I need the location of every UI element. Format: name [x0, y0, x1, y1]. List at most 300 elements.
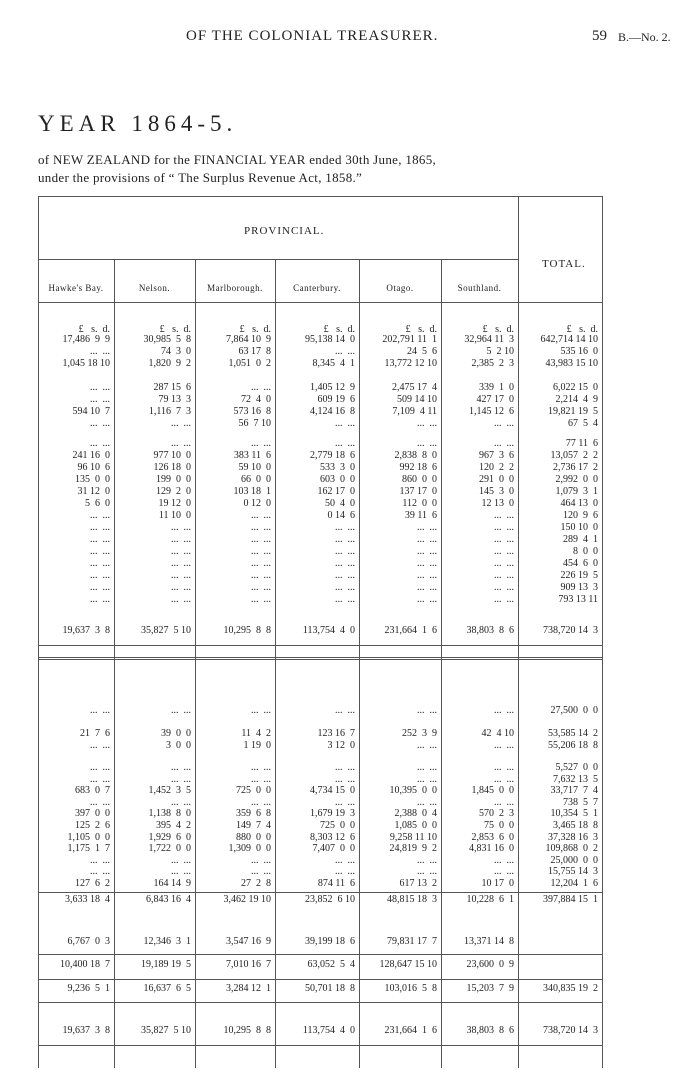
table-cell: 291 0 0	[479, 474, 514, 485]
table-cell: ... ...	[90, 866, 110, 878]
table-cell: 15,755 14 3	[548, 866, 598, 878]
table-cell: 6,022 15 0	[553, 382, 598, 393]
table-cell: 464 13 0	[560, 498, 598, 509]
table-cell: 738 5 7	[563, 796, 598, 808]
table-cell: 287 15 6	[153, 382, 191, 393]
table-cell: ... ...	[335, 546, 355, 557]
table-cell: 339 1 0	[479, 382, 514, 393]
balance-cell: 16,637 6 5	[143, 983, 191, 994]
table-cell: ... ...	[90, 558, 110, 569]
table-cell: ... ...	[494, 854, 514, 866]
subtotal-cell: 231,664 1 6	[384, 625, 437, 636]
table-cell: 13,057 2 2	[550, 450, 598, 461]
table-cell: 1,079 3 1	[555, 486, 598, 497]
table-cell: 43,983 15 10	[545, 358, 598, 369]
table-cell: 1,452 3 5	[148, 785, 191, 797]
table-cell: 125 2 6	[75, 820, 110, 831]
table-cell: 1,105 0 0	[67, 831, 110, 843]
table-cell: ... ...	[251, 438, 271, 449]
table-cell: 2,475 17 4	[392, 382, 437, 393]
table-cell: 7,864 10 9	[226, 334, 271, 345]
table-cell: ... ...	[90, 796, 110, 808]
table-cell: 37,328 16 3	[548, 831, 598, 843]
table-cell: ... ...	[335, 418, 355, 429]
table-cell: 1,309 0 0	[228, 843, 271, 855]
table-cell: 75 0 0	[484, 820, 514, 831]
table-cell: ... ...	[494, 594, 514, 605]
table-cell: ... ...	[90, 394, 110, 405]
table-cell: ... ...	[494, 866, 514, 878]
table-cell: 72 4 0	[241, 394, 271, 405]
table-cell: ... ...	[251, 546, 271, 557]
table-cell: 1,116 7 3	[148, 406, 191, 417]
table-cell: 992 18 6	[399, 462, 437, 473]
table-cell: 1,929 6 0	[148, 831, 191, 843]
subtotal-cell: 38,803 8 6	[466, 625, 514, 636]
grand-total-cell: 231,664 1 6	[384, 1025, 437, 1036]
table-cell: ... ...	[90, 762, 110, 773]
table-cell: 2,214 4 9	[555, 394, 598, 405]
table-cell: ... ...	[251, 510, 271, 521]
subtotal-cell: 738,720 14 3	[543, 625, 598, 636]
table-cell: 67 5 4	[568, 418, 598, 429]
table-cell: 1,051 0 2	[228, 358, 271, 369]
table-cell: ... ...	[417, 522, 437, 533]
table-cell: ... ...	[335, 438, 355, 449]
table-cell: ... ...	[171, 418, 191, 429]
table-cell: 4,124 16 8	[310, 406, 355, 417]
table-cell: 17,486 9 9	[62, 334, 110, 345]
table-cell: 24 5 6	[407, 346, 437, 357]
subtotal-cell: 397,884 15 1	[543, 894, 598, 905]
table-cell: 33,717 7 4	[550, 785, 598, 797]
table-cell: 1,405 12 9	[310, 382, 355, 393]
table-cell: ... ...	[171, 546, 191, 557]
table-cell: ... ...	[90, 418, 110, 429]
table-cell: 13,772 12 10	[384, 358, 437, 369]
table-cell: 120 9 6	[563, 510, 598, 521]
table-cell: 909 13 3	[560, 582, 598, 593]
table-cell: 12 13 0	[481, 498, 514, 509]
table-cell: ... ...	[417, 773, 437, 785]
table-cell: ... ...	[90, 594, 110, 605]
table-cell: 66 0 0	[241, 474, 271, 485]
table-cell: ... ...	[171, 438, 191, 449]
subtotal-cell: 113,754 4 0	[302, 625, 355, 636]
table-cell: ... ...	[171, 570, 191, 581]
table-cell: ... ...	[171, 796, 191, 808]
currency-units-label: £ s. d.	[566, 324, 598, 335]
provincial-group-header: PROVINCIAL.	[244, 225, 325, 237]
year-heading: YEAR 1864-5.	[38, 111, 238, 136]
table-cell: 7,109 4 11	[392, 406, 437, 417]
table-cell: 725 0 0	[320, 820, 355, 831]
table-cell: ... ...	[494, 534, 514, 545]
table-cell: 24,819 9 2	[389, 843, 437, 855]
table-cell: ... ...	[90, 582, 110, 593]
subtotal-cell: 19,637 3 8	[62, 625, 110, 636]
table-cell: 509 14 10	[397, 394, 437, 405]
table-cell: 1,845 0 0	[471, 785, 514, 797]
table-cell: 164 14 9	[153, 878, 191, 889]
table-cell: ... ...	[171, 534, 191, 545]
subtotal-cell: 10,228 6 1	[466, 894, 514, 905]
grand-total-cell: 10,295 8 8	[223, 1025, 271, 1036]
table-cell: 39 0 0	[161, 728, 191, 739]
subtotal-cell: 6,843 16 4	[146, 894, 191, 905]
column-header-3: Canterbury.	[293, 283, 341, 293]
table-cell: ... ...	[251, 866, 271, 878]
table-cell: 252 3 9	[402, 728, 437, 739]
table-cell: 2,853 6 0	[471, 831, 514, 843]
table-cell: ... ...	[251, 594, 271, 605]
table-cell: 609 19 6	[317, 394, 355, 405]
table-cell: ... ...	[171, 558, 191, 569]
table-cell: ... ...	[90, 570, 110, 581]
table-cell: 74 3 0	[161, 346, 191, 357]
balance-cell: 13,371 14 8	[464, 936, 514, 947]
page-number: 59	[592, 28, 607, 44]
table-cell: 533 3 0	[320, 462, 355, 473]
grand-total-cell: 113,754 4 0	[302, 1025, 355, 1036]
table-cell: 1,045 18 10	[62, 358, 110, 369]
table-cell: ... ...	[494, 546, 514, 557]
grand-total-cell: 738,720 14 3	[543, 1025, 598, 1036]
table-cell: 383 11 6	[233, 450, 271, 461]
table-cell: 3,465 18 8	[553, 820, 598, 831]
table-cell: ... ...	[417, 582, 437, 593]
table-cell: 19,821 19 5	[548, 406, 598, 417]
table-cell: ... ...	[335, 570, 355, 581]
table-cell: 427 17 0	[476, 394, 514, 405]
table-cell: 32,964 11 3	[464, 334, 514, 345]
table-cell: 127 6 2	[75, 878, 110, 889]
table-cell: ... ...	[494, 558, 514, 569]
table-cell: 27 2 8	[241, 878, 271, 889]
table-cell: 10,354 5 1	[550, 808, 598, 820]
table-cell: 977 10 0	[153, 450, 191, 461]
table-cell: ... ...	[251, 570, 271, 581]
column-header-1: Nelson.	[138, 283, 171, 293]
table-cell: 109,868 0 2	[545, 843, 598, 855]
table-cell: 11 4 2	[241, 728, 271, 739]
table-cell: 241 16 0	[72, 450, 110, 461]
balance-cell: 3,284 12 1	[226, 983, 271, 994]
table-cell: 11 10 0	[158, 510, 191, 521]
table-cell: 793 13 11	[558, 594, 598, 605]
table-cell: 4,734 15 0	[310, 785, 355, 797]
table-cell: 5 2 10	[486, 346, 514, 357]
grand-total-cell: 35,827 5 10	[141, 1025, 191, 1036]
balance-cell: 103,016 5 8	[384, 983, 437, 994]
column-header-5: Southland.	[457, 283, 502, 293]
table-cell: 5,527 0 0	[555, 762, 598, 773]
subtitle-line-2: under the provisions of “ The Surplus Revenue Act, 1858.”	[38, 170, 363, 185]
table-cell: ... ...	[417, 418, 437, 429]
subtotal-cell: 3,462 19 10	[223, 894, 271, 905]
balance-cell: 10,400 18 7	[60, 959, 110, 970]
table-cell: 4,831 16 0	[469, 843, 514, 855]
table-cell: ... ...	[494, 418, 514, 429]
table-cell: ... ...	[417, 762, 437, 773]
table-cell: ... ...	[494, 739, 514, 751]
balance-cell: 15,203 7 9	[466, 983, 514, 994]
table-cell: ... ...	[417, 854, 437, 866]
table-cell: ... ...	[417, 705, 437, 716]
table-cell: 1 19 0	[243, 739, 271, 751]
table-cell: ... ...	[251, 854, 271, 866]
table-cell: 359 6 8	[236, 808, 271, 820]
table-cell: ... ...	[90, 534, 110, 545]
table-cell: 1,820 9 2	[148, 358, 191, 369]
table-cell: 53,585 14 2	[548, 728, 598, 739]
table-cell: 3 12 0	[327, 739, 355, 751]
table-cell: 9,258 11 10	[389, 831, 437, 843]
table-cell: 880 0 0	[236, 831, 271, 843]
currency-units-label: £ s. d.	[405, 324, 437, 335]
subtotal-cell: 3,633 18 4	[65, 894, 110, 905]
table-cell: 570 2 3	[479, 808, 514, 820]
table-cell: ... ...	[171, 773, 191, 785]
table-cell: 145 3 0	[479, 486, 514, 497]
table-cell: 1,175 1 7	[67, 843, 110, 855]
table-cell: ... ...	[171, 705, 191, 716]
table-cell: ... ...	[251, 773, 271, 785]
table-cell: 30,985 5 8	[143, 334, 191, 345]
grand-total-cell: 19,637 3 8	[62, 1025, 110, 1036]
table-cell: 96 10 6	[77, 462, 110, 473]
table-cell: ... ...	[251, 796, 271, 808]
table-cell: ... ...	[90, 438, 110, 449]
table-cell: ... ...	[171, 594, 191, 605]
table-cell: ... ...	[494, 773, 514, 785]
table-cell: 31 12 0	[77, 486, 110, 497]
table-cell: ... ...	[335, 346, 355, 357]
table-cell: ... ...	[90, 346, 110, 357]
table-cell: 1,138 8 0	[148, 808, 191, 820]
grand-total-cell: 38,803 8 6	[466, 1025, 514, 1036]
table-cell: 12,204 1 6	[550, 878, 598, 889]
balance-cell: 39,199 18 6	[305, 936, 355, 947]
table-cell: 5 6 0	[85, 498, 110, 509]
table-cell: ... ...	[335, 796, 355, 808]
table-cell: 7,632 13 5	[553, 773, 598, 785]
table-cell: 683 0 7	[75, 785, 110, 797]
table-cell: 79 13 3	[158, 394, 191, 405]
table-cell: ... ...	[494, 570, 514, 581]
table-cell: ... ...	[494, 510, 514, 521]
table-cell: ... ...	[251, 534, 271, 545]
table-cell: 3 0 0	[166, 739, 191, 751]
balance-cell: 6,767 0 3	[67, 936, 110, 947]
table-cell: 42 4 10	[481, 728, 514, 739]
column-header-2: Marlborough.	[207, 283, 263, 293]
table-cell: ... ...	[251, 558, 271, 569]
table-cell: 860 0 0	[402, 474, 437, 485]
table-cell: 8,345 4 1	[312, 358, 355, 369]
subtotal-cell: 23,852 6 10	[305, 894, 355, 905]
table-cell: ... ...	[90, 382, 110, 393]
table-cell: ... ...	[335, 558, 355, 569]
balance-cell: 9,236 5 1	[67, 983, 110, 994]
table-cell: 2,992 0 0	[555, 474, 598, 485]
column-rule	[602, 196, 603, 1068]
table-cell: ... ...	[90, 546, 110, 557]
table-cell: ... ...	[90, 510, 110, 521]
table-cell: 226 19 5	[560, 570, 598, 581]
table-cell: ... ...	[171, 866, 191, 878]
table-cell: 573 16 8	[233, 406, 271, 417]
table-cell: ... ...	[417, 570, 437, 581]
table-cell: 112 0 0	[402, 498, 437, 509]
table-cell: ... ...	[90, 854, 110, 866]
table-cell: ... ...	[171, 762, 191, 773]
balance-cell: 19,189 19 5	[141, 959, 191, 970]
table-cell: ... ...	[494, 582, 514, 593]
table-cell: ... ...	[90, 739, 110, 751]
total-column-header: TOTAL.	[542, 258, 586, 270]
table-cell: 642,714 14 10	[540, 334, 598, 345]
currency-units-label: £ s. d.	[482, 324, 514, 335]
table-cell: ... ...	[417, 534, 437, 545]
table-cell: 1,722 0 0	[148, 843, 191, 855]
table-cell: 149 7 4	[236, 820, 271, 831]
table-cell: ... ...	[417, 438, 437, 449]
table-cell: 135 0 0	[75, 474, 110, 485]
currency-units-label: £ s. d.	[159, 324, 191, 335]
table-cell: ... ...	[335, 866, 355, 878]
balance-cell: 7,010 16 7	[226, 959, 271, 970]
table-cell: ... ...	[251, 762, 271, 773]
table-cell: 1,679 19 3	[310, 808, 355, 820]
table-cell: 2,736 17 2	[553, 462, 598, 473]
table-cell: 50 4 0	[325, 498, 355, 509]
table-cell: 8 0 0	[573, 546, 598, 557]
table-cell: ... ...	[417, 558, 437, 569]
table-cell: 126 18 0	[153, 462, 191, 473]
table-cell: 19 12 0	[158, 498, 191, 509]
table-cell: 77 11 6	[565, 438, 598, 449]
subtotal-cell: 48,815 18 3	[387, 894, 437, 905]
table-cell: 199 0 0	[156, 474, 191, 485]
subtitle-line-1: of NEW ZEALAND for the FINANCIAL YEAR ended 30th June, 1865,	[38, 152, 437, 167]
table-cell: ... ...	[90, 705, 110, 716]
table-cell: ... ...	[494, 705, 514, 716]
balance-cell: 63,052 5 4	[307, 959, 355, 970]
table-cell: ... ...	[335, 522, 355, 533]
table-cell: ... ...	[494, 438, 514, 449]
table-cell: 150 10 0	[560, 522, 598, 533]
column-header-0: Hawke's Bay.	[48, 283, 104, 293]
table-cell: 129 2 0	[156, 486, 191, 497]
table-cell: ... ...	[251, 382, 271, 393]
table-cell: 0 12 0	[243, 498, 271, 509]
table-cell: 617 13 2	[399, 878, 437, 889]
table-cell: 397 0 0	[75, 808, 110, 820]
table-cell: ... ...	[335, 854, 355, 866]
table-cell: 162 17 0	[317, 486, 355, 497]
currency-units-label: £ s. d.	[239, 324, 271, 335]
table-cell: 289 4 1	[563, 534, 598, 545]
currency-units-label: £ s. d.	[323, 324, 355, 335]
table-cell: 137 17 0	[399, 486, 437, 497]
document-ref: B.—No. 2.	[618, 30, 671, 44]
table-cell: 8,303 12 6	[310, 831, 355, 843]
table-cell: ... ...	[171, 522, 191, 533]
table-cell: ... ...	[335, 705, 355, 716]
table-cell: ... ...	[335, 594, 355, 605]
column-header-4: Otago.	[386, 283, 414, 293]
table-cell: 21 7 6	[80, 728, 110, 739]
table-cell: 603 0 0	[320, 474, 355, 485]
row-rule	[38, 259, 518, 260]
table-cell: ... ...	[494, 762, 514, 773]
table-cell: 63 17 8	[238, 346, 271, 357]
table-cell: 1,085 0 0	[394, 820, 437, 831]
table-cell: 103 18 1	[233, 486, 271, 497]
table-cell: 2,838 8 0	[394, 450, 437, 461]
table-cell: 454 6 0	[563, 558, 598, 569]
table-cell: 967 3 6	[479, 450, 514, 461]
subtotal-cell: 35,827 5 10	[141, 625, 191, 636]
table-cell: 27,500 0 0	[550, 705, 598, 716]
table-cell: 7,407 0 0	[312, 843, 355, 855]
table-cell: 0 14 6	[327, 510, 355, 521]
table-cell: ... ...	[417, 739, 437, 751]
balance-cell: 3,547 16 9	[226, 936, 271, 947]
balance-cell: 12,346 3 1	[143, 936, 191, 947]
table-cell: 59 10 0	[238, 462, 271, 473]
table-cell: 56 7 10	[238, 418, 271, 429]
table-cell: 2,779 18 6	[310, 450, 355, 461]
table-cell: 594 10 7	[72, 406, 110, 417]
table-cell: 2,388 0 4	[394, 808, 437, 820]
table-cell: 123 16 7	[317, 728, 355, 739]
table-cell: ... ...	[251, 705, 271, 716]
table-cell: ... ...	[335, 534, 355, 545]
table-cell: 95,138 14 0	[305, 334, 355, 345]
table-cell: ... ...	[335, 582, 355, 593]
balance-cell: 340,835 19 2	[543, 983, 598, 994]
table-cell: ... ...	[417, 546, 437, 557]
table-cell: 2,385 2 3	[471, 358, 514, 369]
table-cell: ... ...	[494, 522, 514, 533]
currency-units-label: £ s. d.	[78, 324, 110, 335]
table-cell: 535 16 0	[560, 346, 598, 357]
subtotal-cell: 10,295 8 8	[223, 625, 271, 636]
balance-cell: 23,600 0 9	[466, 959, 514, 970]
balance-cell: 128,647 15 10	[379, 959, 437, 970]
table-cell: 25,000 0 0	[550, 854, 598, 866]
table-cell: ... ...	[171, 854, 191, 866]
table-cell: 39 11 6	[404, 510, 437, 521]
table-cell: ... ...	[251, 522, 271, 533]
table-cell: ... ...	[417, 796, 437, 808]
balance-cell: 79,831 17 7	[387, 936, 437, 947]
header-title: OF THE COLONIAL TREASURER.	[186, 28, 439, 44]
table-cell: ... ...	[90, 773, 110, 785]
balance-cell: 50,701 18 8	[305, 983, 355, 994]
table-cell: 874 11 6	[317, 878, 355, 889]
table-cell: ... ...	[90, 522, 110, 533]
table-cell: 725 0 0	[236, 785, 271, 797]
table-cell: 202,791 11 1	[382, 334, 437, 345]
table-cell: ... ...	[335, 762, 355, 773]
table-cell: ... ...	[335, 773, 355, 785]
table-cell: 10 17 0	[481, 878, 514, 889]
table-cell: 120 2 2	[479, 462, 514, 473]
table-cell: ... ...	[494, 796, 514, 808]
